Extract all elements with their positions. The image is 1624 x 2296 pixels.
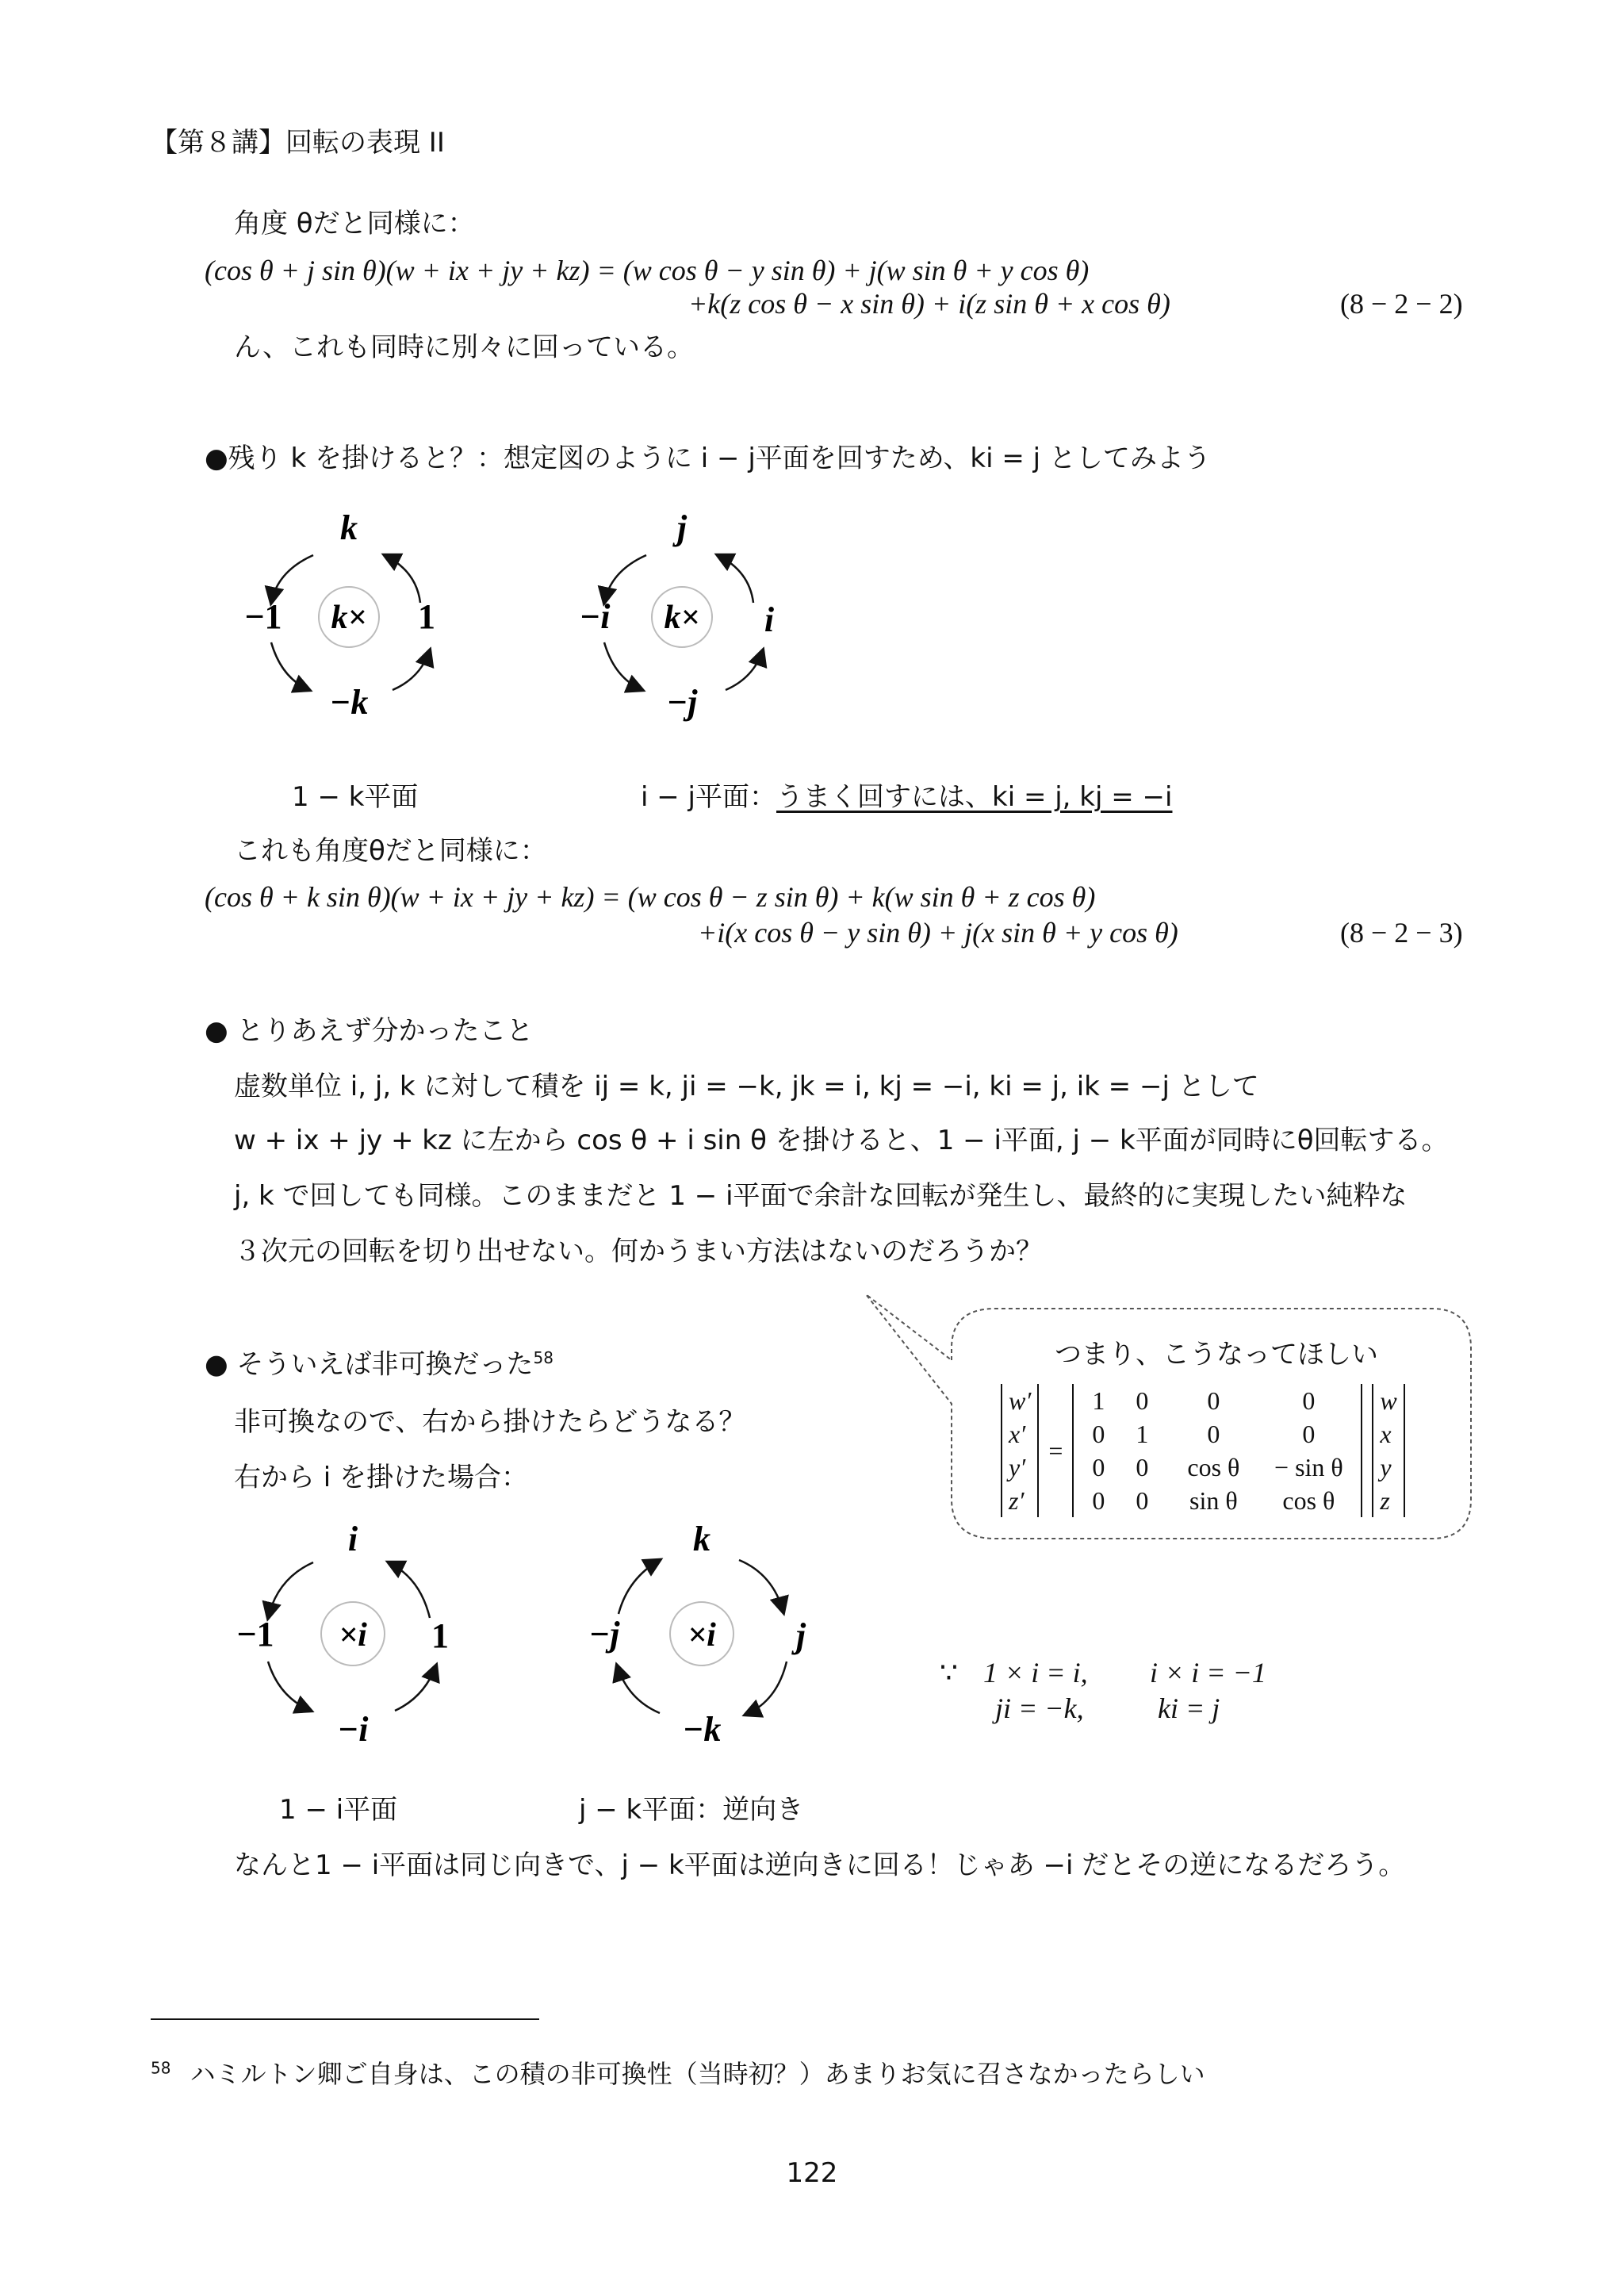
arrow-icon: [604, 642, 642, 690]
arrow-icon: [739, 1560, 783, 1612]
arrow-icon: [619, 1560, 660, 1614]
equals-sign: =: [1048, 1435, 1063, 1465]
label-center: k×: [331, 600, 367, 636]
caption-ij-plane: [641, 781, 1172, 814]
page-number: 122: [786, 2157, 838, 2189]
arrow-icon: [268, 1562, 313, 1618]
intro2-text: これも角度θだと同様に：: [234, 835, 547, 867]
label-left: −1: [236, 1615, 274, 1654]
label-top: i: [347, 1520, 358, 1558]
matrix-cell: 0: [1302, 1386, 1316, 1415]
caption-ij-note: うまく回すには、ki = j, kj = −i: [776, 781, 1173, 813]
equation-8-2-3-line2: +i(x cos θ − y sin θ) + j(x sin θ + y cos θ): [698, 917, 1178, 949]
arrow-icon: [617, 1665, 660, 1713]
rotation-diagram-4-right-i: [571, 1511, 833, 1749]
arrow-icon: [389, 1562, 430, 1618]
label-left: −i: [579, 597, 611, 636]
bubble-title: つまり、こうなってほしい: [1055, 1339, 1378, 1370]
rotation-diagram-3-right-i: [222, 1511, 476, 1749]
label-top: j: [676, 508, 688, 547]
matrix-cell: 0: [1136, 1452, 1149, 1481]
caption-1k-plane: 1 − k平面: [292, 781, 419, 813]
arrow-icon: [604, 555, 646, 603]
matrix-cell: cos θ: [1282, 1485, 1335, 1515]
lhs-vector: [1001, 1384, 1039, 1517]
footnote: [151, 2054, 1205, 2091]
caption-1i-plane: 1 − i平面: [279, 1794, 398, 1826]
arrow-icon: [395, 1665, 436, 1711]
label-right: j: [795, 1616, 806, 1655]
equation-number: (8 − 2 − 3): [1340, 917, 1463, 949]
label-bottom: −j: [666, 683, 698, 722]
label-bottom: −k: [329, 683, 369, 722]
relation-2a: ji = −k,: [995, 1692, 1084, 1724]
matrix-equation: [1001, 1384, 1405, 1517]
heading-text: ● そういえば非可換だった: [205, 1348, 534, 1381]
equation-8-2-2-line2: +k(z cos θ − x sin θ) + i(z sin θ + x cos θ): [688, 288, 1170, 320]
lhs-entry: y′: [1009, 1452, 1026, 1481]
summary-line-1: 虚数単位 i, j, k に対して積を ij = k, ji = −k, jk = i, kj = −i, ki = j, ik = −j として: [234, 1071, 1259, 1102]
arrow-icon: [745, 1662, 787, 1715]
arrow-icon: [271, 642, 309, 690]
matrix-cell: 0: [1092, 1485, 1105, 1515]
label-right: 1: [418, 597, 435, 636]
rotation-diagram-2-k: [555, 500, 809, 730]
arrow-icon: [271, 555, 313, 603]
arrow-icon: [393, 650, 430, 690]
equation-number: (8 − 2 − 2): [1340, 288, 1463, 320]
matrix-cell: 0: [1092, 1452, 1105, 1481]
equation-8-2-3-line1: (cos θ + k sin θ)(w + ix + jy + kz) = (w cos θ − z sin θ) + k(w sin θ + z cos θ): [205, 881, 1096, 913]
matrix-cell: 0: [1207, 1419, 1220, 1448]
label-top: k: [340, 508, 358, 547]
rhs-entry: z: [1380, 1485, 1390, 1515]
matrix-cell: cos θ: [1187, 1452, 1240, 1481]
rhs-entry: w: [1380, 1386, 1397, 1415]
matrix-cell: − sin θ: [1274, 1452, 1343, 1481]
relation-1b: i × i = −1: [1150, 1657, 1266, 1688]
footnote-divider: [151, 2018, 539, 2020]
label-right: 1: [431, 1616, 449, 1655]
lhs-entry: x′: [1009, 1419, 1026, 1448]
label-center: ×i: [339, 1617, 367, 1654]
relation-1a: 1 × i = i,: [983, 1657, 1088, 1688]
noncommutative-heading: [205, 1348, 553, 1381]
rhs-entry: x: [1380, 1419, 1392, 1448]
matrix-cell: 1: [1136, 1419, 1149, 1448]
matrix-cell: 0: [1092, 1419, 1105, 1448]
label-left: −j: [588, 1615, 620, 1654]
equation-8-2-2-line1: (cos θ + j sin θ)(w + ix + jy + kz) = (w cos θ − y sin θ) + j(w sin θ + y cos θ): [205, 255, 1090, 286]
matrix-cell: 0: [1136, 1386, 1149, 1415]
summary-line-4: ３次元の回転を切り出せない。何かうまい方法はないのだろうか？: [234, 1236, 1043, 1267]
matrix-cell: 1: [1092, 1386, 1105, 1415]
matrix-cell: sin θ: [1189, 1485, 1238, 1515]
matrix-cell: 0: [1136, 1485, 1149, 1515]
summary-line-2: w + ix + jy + kz に左から cos θ + i sin θ を掛けると、1 − i平面, j − k平面が同時にθ回転する。: [234, 1125, 1449, 1156]
caption-ij-label: i − j平面：: [641, 781, 776, 813]
matrix-cell: 0: [1302, 1419, 1316, 1448]
label-left: −1: [244, 597, 282, 636]
noncommutative-line-2: 右から i を掛けた場合：: [234, 1462, 529, 1493]
chapter-header: 【第８講】回転の表現 II: [151, 127, 445, 159]
section-heading: ●残り k を掛けると？：想定図のように i − j平面を回すため、ki = j としてみよう: [205, 443, 1211, 474]
label-bottom: −k: [682, 1710, 722, 1749]
arrow-icon: [726, 650, 763, 690]
summary-line-3: j, k で回しても同様。このままだと 1 − i平面で余計な回転が発生し、最終的に実現したい純粋な: [234, 1180, 1408, 1212]
noncommutative-line-1: 非可換なので、右から掛けたらどうなる？: [234, 1406, 746, 1438]
summary-heading: ● とりあえず分かったこと: [205, 1015, 534, 1047]
footnote-text: ハミルトン卿ご自身は、この積の非可換性（当時初？）あまりお気に召さなかったらしい: [190, 2059, 1205, 2089]
matrix-cell: 0: [1207, 1386, 1220, 1415]
label-center: k×: [664, 600, 700, 636]
rotation-diagram-1-k: [222, 500, 476, 730]
conclusion-text: なんと1 − i平面は同じ向きで、j − k平面は逆向きに回る！じゃあ −i だとその逆になるだろう。: [234, 1849, 1406, 1881]
lhs-entry: w′: [1009, 1386, 1032, 1415]
intro-text: 角度 θだと同様に：: [234, 208, 475, 240]
footnote-ref[interactable]: 58: [533, 1348, 553, 1367]
arrow-icon: [268, 1662, 311, 1711]
label-right: i: [764, 600, 775, 639]
rotation-matrix: [1072, 1384, 1362, 1517]
arrow-icon: [718, 555, 753, 603]
relation-2b: ki = j: [1158, 1692, 1220, 1724]
footnote-number: 58: [151, 2058, 171, 2078]
caption-jk-plane: j − k平面：逆向き: [579, 1794, 804, 1826]
rhs-entry: y: [1380, 1452, 1392, 1481]
label-top: k: [693, 1520, 710, 1558]
arrow-icon: [385, 555, 420, 603]
rhs-vector: [1372, 1384, 1404, 1517]
label-center: ×i: [688, 1617, 716, 1654]
lhs-entry: z′: [1009, 1485, 1025, 1515]
label-bottom: −i: [337, 1710, 369, 1749]
because-symbol: ∵: [940, 1657, 958, 1688]
note-text: ん、これも同時に別々に回っている。: [234, 332, 695, 363]
